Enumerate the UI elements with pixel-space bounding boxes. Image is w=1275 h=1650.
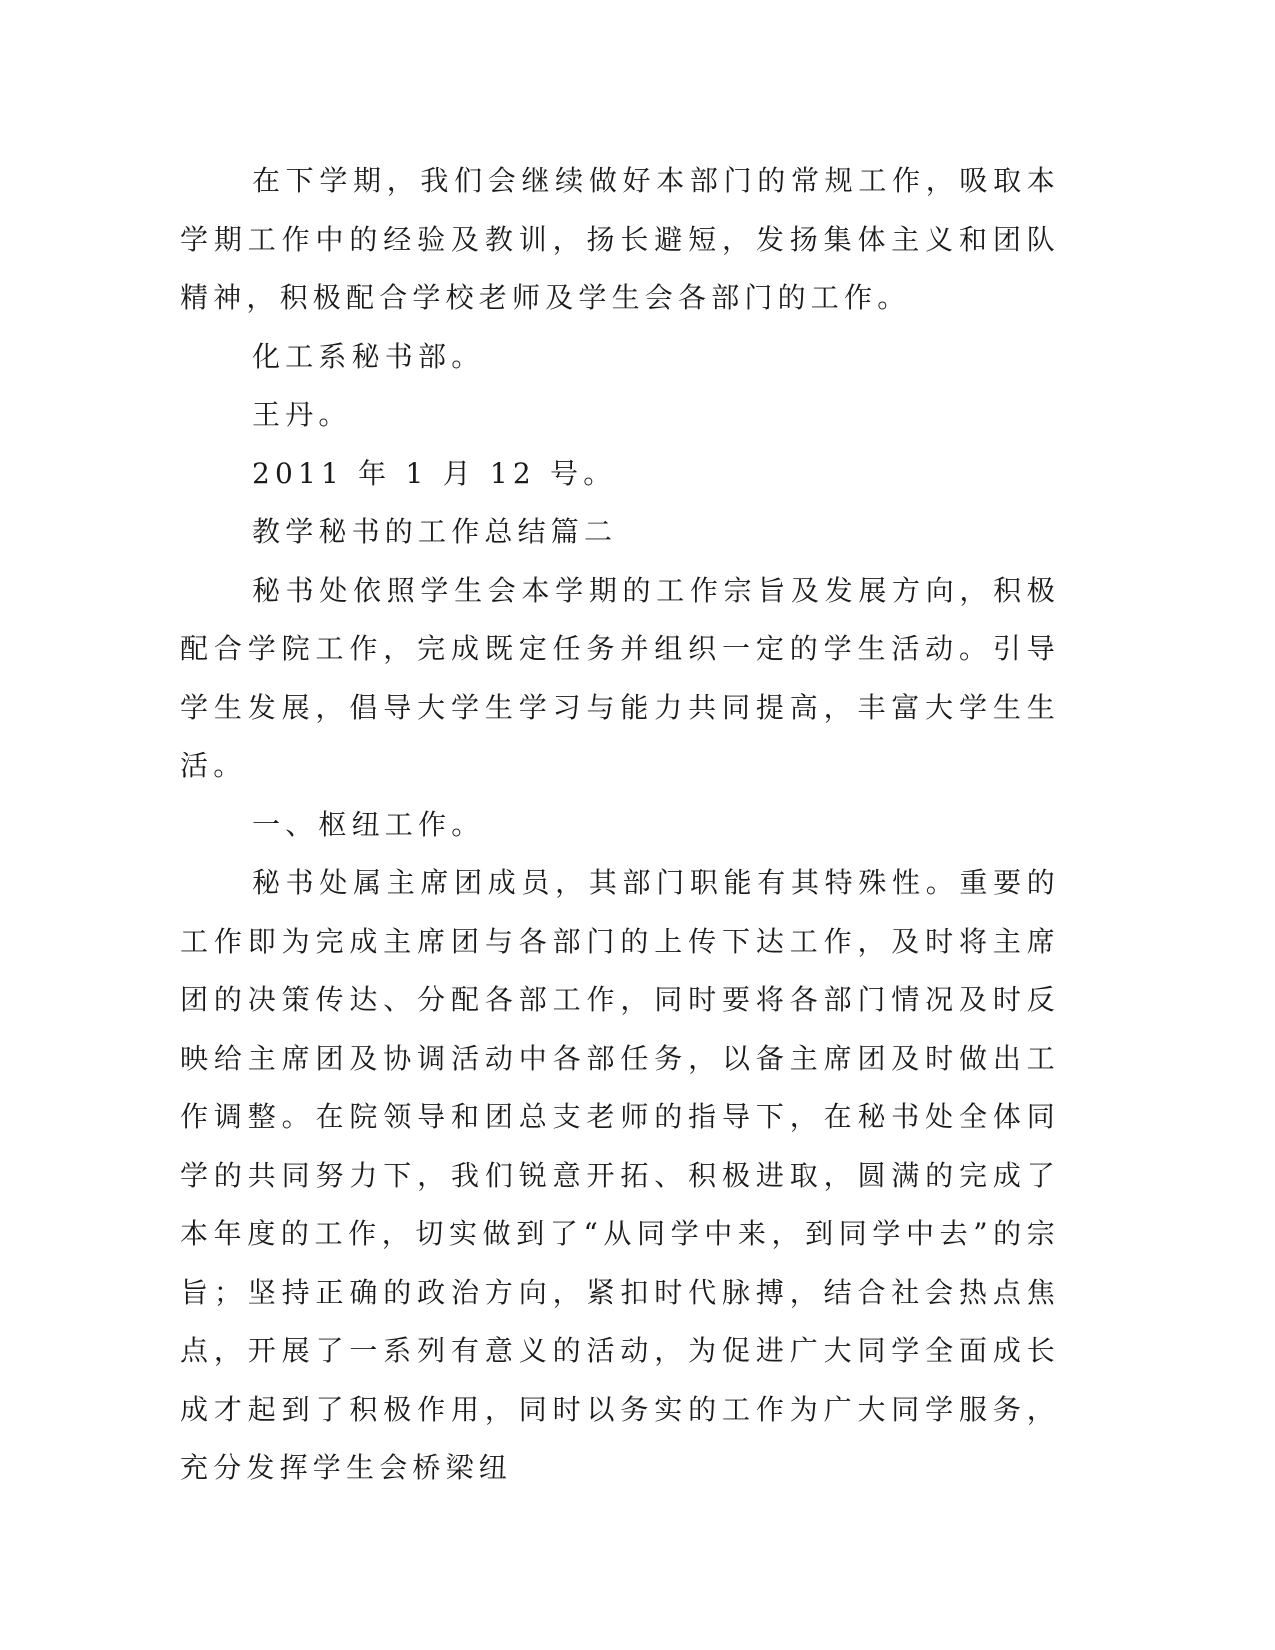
subsection-heading: 一、枢纽工作。 (252, 807, 485, 841)
paragraph-secretariat-intro: 秘书处依照学生会本学期的工作宗旨及发展方向，积极配合学院工作，完成既定任务并组织一定的学生活动。引导学生发展，倡导大学生学习与能力共同提高，丰富大学生生活。 (180, 573, 1060, 782)
paragraph-department-signature: 化工系秘书部。 (252, 339, 485, 373)
paragraph-date: 2011 年 1 月 12 号。 (252, 456, 617, 490)
paragraph-author-name: 王丹。 (252, 398, 352, 431)
paragraph-hub-work: 秘书处属主席团成员，其部门职能有其特殊性。重要的工作即为完成主席团与各部门的上传下达工作，及时将主席团的决策传达、分配各部工作，同时要将各部门情况及时反映给主席团及协调活动中各部任务，以备主席团及时做出工作调整。在院领导和团总支老师的指导下，在秘书处全体同学的共同努力下，我们锐意开拓、积极进取，圆满的完成了本年度的工作，切实做到了“从同学中来，到同学中去”的宗旨；坚持正确的政治方向，紧扣时代脉搏，结合社会热点焦点，开展了一系列有意义的活动，为促进广大同学全面成长成才起到了积极作用，同时以务实的工作为广大同学服务，充分发挥学生会桥梁纽 (180, 866, 1060, 1484)
document-body (180, 152, 1060, 1498)
section-heading: 教学秘书的工作总结篇二 (252, 515, 618, 548)
paragraph-next-semester-plan: 在下学期，我们会继续做好本部门的常规工作，吸取本学期工作中的经验及教训，扬长避短，发扬集体主义和团队精神，积极配合学校老师及学生会各部门的工作。 (180, 164, 1060, 314)
